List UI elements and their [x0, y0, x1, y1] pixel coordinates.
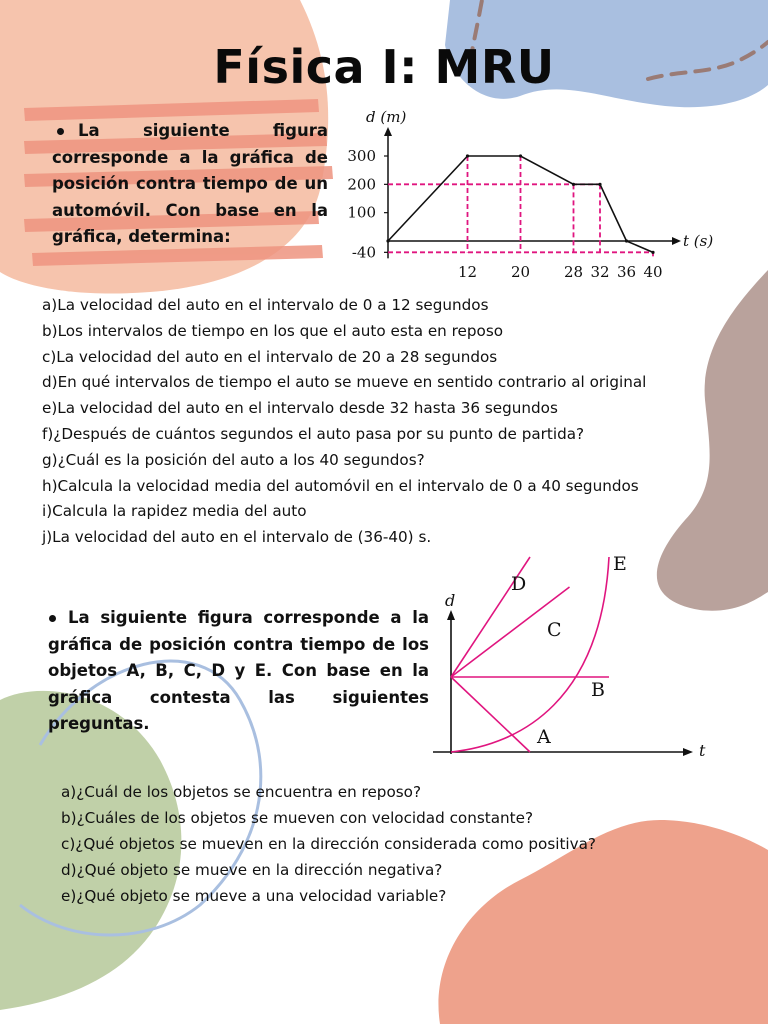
question-item: c)¿Qué objetos se mueven en la dirección considerada como positiva?: [61, 835, 596, 853]
x-tick-label: 28: [563, 263, 584, 281]
question-item: d)¿Qué objeto se mueve en la dirección negativa?: [61, 861, 443, 879]
series-line-e: [451, 557, 609, 752]
data-point: [598, 183, 601, 186]
question-item: b)¿Cuáles de los objetos se mueven con velocidad constante?: [61, 809, 533, 827]
y-axis-arrow: [384, 127, 392, 136]
question-item: c)La velocidad del auto en el intervalo de 20 a 28 segundos: [42, 347, 498, 366]
y-axis-label: d (m): [366, 108, 407, 126]
x-axis-label: t (s): [683, 232, 714, 250]
data-point: [572, 183, 575, 186]
x-tick-label: 20: [510, 263, 531, 281]
y-tick-label: -40: [351, 243, 376, 262]
section2-intro: La siguiente figura corresponde a la gráfica de posición contra tiempo de los objetos A, B, C, D y E. Con base en la gráfica contesta las siguientes preguntas.: [48, 608, 429, 733]
data-point: [651, 251, 654, 254]
series-label-a: A: [537, 726, 551, 748]
x-axis-arrow: [672, 237, 681, 245]
data-point: [466, 154, 469, 157]
y-axis-arrow: [447, 610, 455, 620]
x-tick-label: 40: [643, 263, 663, 281]
page-title: Física I: MRU: [213, 40, 555, 94]
section2-question-list: [61, 779, 596, 909]
chart-position-time-objects: [425, 550, 715, 765]
series-label-e: E: [613, 553, 627, 575]
question-item: f)¿Después de cuántos segundos el auto pasa por su punto de partida?: [42, 424, 585, 443]
question-item: e)La velocidad del auto en el intervalo desde 32 hasta 36 segundos: [42, 399, 558, 418]
question-item: a)¿Cuál de los objetos se encuentra en reposo?: [61, 783, 422, 801]
section1-intro: La siguiente figura corresponde a la gráfica de posición contra tiempo de un automóvil. Con base en la gráfica, determina:: [52, 121, 328, 246]
x-tick-label: 12: [457, 263, 478, 281]
y-tick-label: 100: [347, 203, 376, 222]
data-point: [386, 239, 389, 242]
series-label-b: B: [591, 679, 605, 701]
question-item: g)¿Cuál es la posición del auto a los 40 segundos?: [42, 450, 425, 469]
y-tick-label: 200: [347, 175, 376, 194]
y-axis-label: d: [445, 591, 456, 610]
question-item: a)La velocidad del auto en el intervalo de 0 a 12 segundos: [42, 296, 489, 314]
data-point: [519, 154, 522, 157]
x-axis-arrow: [683, 748, 693, 756]
question-item: h)Calcula la velocidad media del automóvil en el intervalo de 0 a 40 segundos: [42, 476, 639, 495]
x-tick-label: 32: [590, 263, 610, 281]
question-item: d)En qué intervalos de tiempo el auto se mueve en sentido contrario al original: [42, 373, 647, 392]
question-item: i)Calcula la rapidez media del auto: [42, 502, 307, 521]
series-label-c: C: [547, 619, 562, 641]
chart-position-time-car: [340, 103, 714, 285]
question-item: b)Los intervalos de tiempo en los que el auto esta en reposo: [42, 321, 504, 340]
data-point: [625, 239, 628, 242]
series-label-d: D: [511, 573, 527, 595]
x-axis-label: t: [699, 741, 706, 760]
question-item: j)La velocidad del auto en el intervalo de (36-40) s.: [42, 528, 432, 547]
section1-question-list: [42, 293, 646, 551]
x-tick-label: 36: [616, 263, 637, 281]
series-line-a: [451, 677, 530, 752]
question-item: e)¿Qué objeto se mueve a una velocidad variable?: [61, 887, 447, 905]
y-tick-label: 300: [347, 147, 376, 165]
